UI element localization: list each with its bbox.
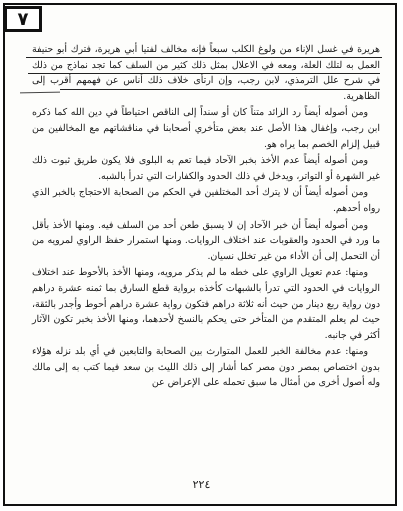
paragraph-7: ومنها: عدم مخالفة الخبر للعمل المتوارث بين الصحابة والتابعين في أي بلد نزله هؤلاء بدون اختصاص بمصر دون مصر كما أشار إلى ذلك الليث بن سعد فيما كتب به إلى مالك وله أصول أخرى من أمثال ما سبق تحمله على الإعراض عن xyxy=(32,346,380,389)
paragraph-4: ومن أصوله أيضاً أن لا يترك أحد المختلفين في الحكم من الصحابة الاحتجاج بالخبر الذي رواه أحدهم. xyxy=(32,187,380,214)
handwritten-rule-3 xyxy=(60,89,380,90)
paragraph-3: ومن أصوله أيضاً عدم الأخذ بخبر الآحاد فيما تعم به البلوى فلا يكون طريق ثبوت ذلك غير الشهرة أو التواتر، ويدخل في ذلك الحدود والكفارات التي تدرأ بالشبه. xyxy=(32,155,380,182)
page-number: ٢٢٤ xyxy=(192,478,211,491)
paragraph-2: ومن أصوله أيضاً رد الزائد متناً كان أو سنداً إلى الناقص احتياطاً في دين الله كما ذكره ابن رجب، وإغفال هذا الأصل عند بعض متأخري أصحابنا في مناقشاتهم مع المخالفين من قبيل إلزام الخصم بما يراه هو. xyxy=(32,107,380,150)
page-label-box xyxy=(4,6,42,32)
handwritten-rule-1 xyxy=(26,57,382,58)
body-text xyxy=(32,42,380,392)
paragraph-6: ومنها: عدم تعويل الراوي على خطه ما لم يذكر مرويه، ومنها الأخذ بالأحوط عند اختلاف الروايات في الحدود التي تدرأ بالشبهات كأخذه برواية قطع السارق بما ثمنه عشرة دراهم دون رواية ربع دينار من حيث أنه ثلاثة دراهم فتكون رواية عشرة دراهم أحوط وأجدر بالثقة، حيث لم يعلم المتقدم من المتأخر حتى يحكم بالنسخ لأحدهما، ومنها الأخذ بخبر تكون الآثار أكثر في جانبه. xyxy=(32,267,380,341)
page-label: ٧ xyxy=(17,8,29,30)
paragraph-5: ومن أصوله أيضاً أن خبر الآحاد إن لا يسبق طعن أحد من السلف فيه. ومنها الأخذ بأقل ما ورد في الحدود والعقوبات عند اختلاف الروايات. ومنها استمرار حفظ الراوي لمرويه من أن التحمل إلى أن الأداء من غير تخلل نسيان. xyxy=(32,219,380,262)
handwritten-rule-2 xyxy=(28,73,380,74)
paragraph-1: هريرة في غسل الإناء من ولوغ الكلب سبعاً فإنه مخالف لفتيا أبي هريرة، فترك أبو حنيفة العمل به لتلك العلة، ومعه في الاعلال بمثل ذلك كثير من السلف كما تجد نماذج من ذلك في شرح علل الترمذي، لابن رجب، وإن ارتأى خلاف ذلك أناس عن فهمهم أقرب إلى الظاهرية. xyxy=(32,44,380,102)
